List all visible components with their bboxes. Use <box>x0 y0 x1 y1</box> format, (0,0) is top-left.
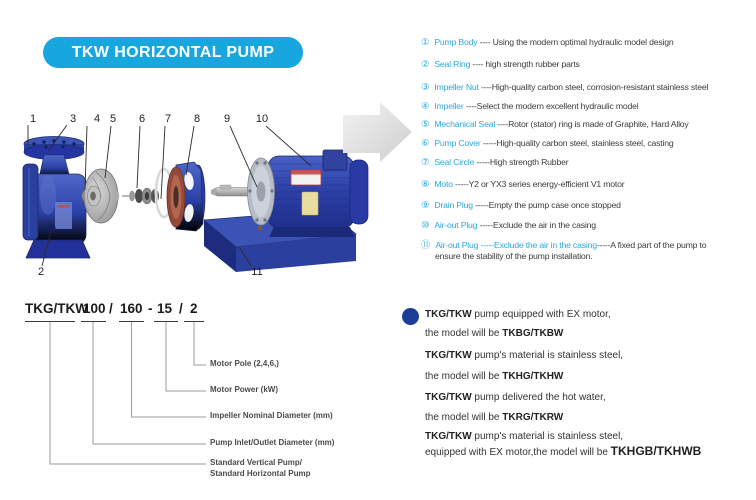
model-label-standard-vertical: Standard Vertical Pump/ <box>210 458 303 467</box>
part-name: Moto <box>434 179 453 189</box>
part-number-badge: ⑨ <box>421 200 430 211</box>
part-description: ---- Using the modern optimal hydraulic model design <box>477 37 674 47</box>
callout-label-11: 11 <box>251 266 263 278</box>
part-name: Mechanical Seal <box>434 119 496 129</box>
part-number-badge: ⑪ <box>421 240 431 251</box>
note-line: TKG/TKW pump equipped with EX motor, <box>425 309 611 320</box>
note-line: TKG/TKW pump delivered the hot water, <box>425 392 606 403</box>
part-number-badge: ① <box>421 37 430 48</box>
part-description: -----Exclude the air in the casing <box>477 220 596 230</box>
model-label-motor-pole: Motor Pole (2,4,6,) <box>210 359 279 368</box>
model-label-impeller-diameter: Impeller Nominal Diameter (mm) <box>210 411 333 420</box>
part-name: Air-out Plug <box>434 220 478 230</box>
parts-list-item <box>421 101 639 112</box>
parts-list-item <box>421 179 624 190</box>
parts-list-item <box>421 119 689 130</box>
callout-label-7: 7 <box>164 113 172 125</box>
part-description: -----High-quality carbon steel, stainless steel, casting <box>480 138 674 148</box>
part-name: Seal Ring <box>434 59 471 69</box>
part-description: ensure the stability of the pump installation. <box>435 251 593 261</box>
part-number-badge: ② <box>421 59 430 70</box>
parts-list-item <box>421 200 621 211</box>
part-description: ----High-quality carbon steel, corrosion-resistant stainless steel <box>478 82 709 92</box>
note-bullet-dot <box>402 308 419 325</box>
parts-list-item <box>421 157 568 168</box>
motor-label-illustration <box>302 192 318 215</box>
callout-label-9: 9 <box>223 113 231 125</box>
model-code-prefix: TKG/TKW <box>25 301 88 316</box>
parts-list-item-continuation <box>435 251 592 262</box>
callout-label-2: 2 <box>37 266 45 278</box>
parts-list <box>421 0 756 300</box>
model-label-inlet-diameter: Pump Inlet/Outlet Diameter (mm) <box>210 438 335 447</box>
part-name: Pump Body <box>434 37 478 47</box>
model-code-inlet: 100 <box>83 301 106 316</box>
model-code-pole: 2 <box>190 301 198 316</box>
parts-list-item <box>421 240 706 251</box>
note-line: equipped with EX motor,the model will be TKHGB/TKHWB <box>425 444 702 458</box>
drain-plug-illustration <box>49 225 56 232</box>
callout-label-5: 5 <box>109 113 117 125</box>
page-title: TKW HORIZONTAL PUMP <box>71 43 275 61</box>
note-line: the model will be TKHG/TKHW <box>425 371 564 382</box>
part-name: Seal Circle <box>434 157 475 167</box>
callout-label-3: 3 <box>69 113 77 125</box>
parts-list-item <box>421 59 580 70</box>
part-number-badge: ⑥ <box>421 138 430 149</box>
callout-label-8: 8 <box>193 113 201 125</box>
model-code-slash: / <box>109 301 113 316</box>
impeller-illustration <box>82 169 119 223</box>
note-line: TKG/TKW pump's material is stainless steel, <box>425 431 624 442</box>
callout-label-4: 4 <box>93 113 101 125</box>
part-name: Drain Plug <box>434 200 473 210</box>
model-code-impeller: 160 <box>120 301 143 316</box>
callout-label-10: 10 <box>255 113 269 125</box>
part-description: ----Select the modern excellent hydraulic model <box>463 101 639 111</box>
part-description: ----Rotor (stator) ring is made of Graphite, Hard Alloy <box>495 119 689 129</box>
note-line: the model will be TKBG/TKBW <box>425 328 564 339</box>
part-description: ---- high strength rubber parts <box>470 59 580 69</box>
pump-body-illustration <box>23 137 90 259</box>
right-arrow-icon <box>341 98 415 166</box>
note-line: TKG/TKW pump's material is stainless steel, <box>425 350 624 361</box>
model-label-motor-power: Motor Power (kW) <box>210 385 278 394</box>
part-description: -----Y2 or YX3 series energy-efficient V1 motor <box>452 179 625 189</box>
callout-label-6: 6 <box>138 113 146 125</box>
part-number-badge: ⑩ <box>421 220 430 231</box>
part-description: -----High strength Rubber <box>474 157 569 167</box>
callout-label-1: 1 <box>29 113 37 125</box>
model-code-power: 15 <box>157 301 173 316</box>
model-label-standard-horizontal: Standard Horizontal Pump <box>210 469 311 478</box>
part-description: -----A fixed part of the pump to <box>596 240 707 250</box>
part-name: Impeller Nut <box>434 82 479 92</box>
part-name: Impeller <box>434 101 464 111</box>
part-number-badge: ⑤ <box>421 119 430 130</box>
mechanical-seal-parts-illustration <box>122 188 159 204</box>
parts-list-item <box>421 37 674 48</box>
parts-list-item <box>421 82 708 93</box>
part-number-badge: ⑧ <box>421 179 430 190</box>
note-line: the model will be TKRG/TKRW <box>425 412 564 423</box>
model-code-connector-lines <box>20 300 360 490</box>
model-code-slash: / <box>179 301 183 316</box>
model-code-dash: - <box>148 301 153 316</box>
part-name: Pump Cover <box>434 138 481 148</box>
part-number-badge: ⑦ <box>421 157 430 168</box>
parts-list-item <box>421 138 673 149</box>
motor-fan-cover-illustration <box>350 160 368 224</box>
title-banner <box>43 37 303 68</box>
part-number-badge: ④ <box>421 101 430 112</box>
parts-list-item <box>421 220 596 231</box>
part-description: -----Empty the pump case once stopped <box>472 200 621 210</box>
part-name: Air-out Plug -----Exclude the air in the casing <box>435 240 597 250</box>
part-number-badge: ③ <box>421 82 430 93</box>
